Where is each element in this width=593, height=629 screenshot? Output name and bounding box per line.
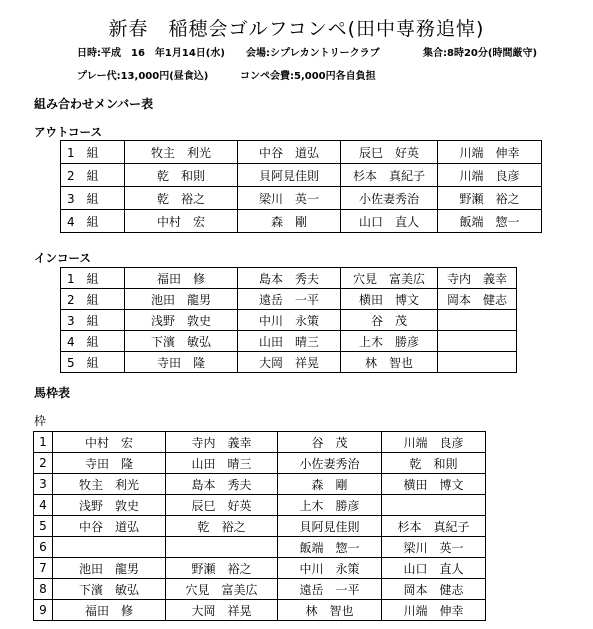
- event-venue: 会場:シプレカントリークラブ: [246, 48, 380, 59]
- table-row: [61, 352, 517, 373]
- player-cell: 中村 宏: [53, 432, 166, 453]
- player-cell: 遠岳 一平: [278, 579, 382, 600]
- player-cell: 穴見 富美広: [166, 579, 278, 600]
- player-cell: [166, 537, 278, 558]
- player-cell: 寺内 義幸: [166, 432, 278, 453]
- player-cell: 野瀬 裕之: [166, 558, 278, 579]
- table-row: [34, 453, 486, 474]
- player-cell: 乾 和則: [382, 453, 486, 474]
- horse-frame-heading: 馬枠表: [34, 386, 71, 400]
- group-cell: 1 組: [61, 268, 125, 289]
- player-cell: [53, 537, 166, 558]
- player-cell: 穴見 富美広: [341, 268, 438, 289]
- player-cell: 中川 永策: [278, 558, 382, 579]
- player-cell: 上木 勝彦: [341, 331, 438, 352]
- group-cell: 5 組: [61, 352, 125, 373]
- table-row: [34, 516, 486, 537]
- player-cell: 乾 裕之: [166, 516, 278, 537]
- table-row: [34, 474, 486, 495]
- compe-fee: コンペ会費:5,000円各自負担: [240, 71, 376, 82]
- player-cell: 寺田 隆: [125, 352, 238, 373]
- player-cell: 小佐妻秀治: [341, 187, 438, 210]
- player-cell: [382, 495, 486, 516]
- player-cell: 遠岳 一平: [238, 289, 341, 310]
- player-cell: 山口 直人: [341, 210, 438, 233]
- player-cell: 下濱 敏弘: [53, 579, 166, 600]
- table-row: [34, 537, 486, 558]
- player-cell: 辰巳 好英: [166, 495, 278, 516]
- player-cell: 山田 晴三: [238, 331, 341, 352]
- player-cell: 大岡 祥晃: [166, 600, 278, 621]
- table-row: [61, 164, 542, 187]
- frame-number-cell: 8: [34, 579, 53, 600]
- player-cell: 横田 博文: [341, 289, 438, 310]
- player-cell: 牧主 利光: [53, 474, 166, 495]
- player-cell: 浅野 敦史: [53, 495, 166, 516]
- player-cell: 乾 和則: [125, 164, 238, 187]
- out-course-table: [60, 140, 542, 233]
- table-row: [34, 600, 486, 621]
- frame-number-cell: 4: [34, 495, 53, 516]
- player-cell: 林 智也: [341, 352, 438, 373]
- table-row: [34, 432, 486, 453]
- event-date: 日時:平成 16 年1月14日(水): [77, 48, 225, 59]
- meeting-time: 集合:8時20分(時間厳守): [423, 48, 538, 59]
- frame-number-cell: 2: [34, 453, 53, 474]
- out-course-label: アウトコース: [34, 125, 102, 139]
- player-cell: 杉本 真紀子: [382, 516, 486, 537]
- table-row: [34, 579, 486, 600]
- player-cell: 大岡 祥晃: [238, 352, 341, 373]
- frame-number-cell: 5: [34, 516, 53, 537]
- player-cell: 浅野 敦史: [125, 310, 238, 331]
- player-cell: 岡本 健志: [382, 579, 486, 600]
- table-row: [61, 210, 542, 233]
- player-cell: 川端 伸幸: [438, 141, 542, 164]
- group-cell: 2 組: [61, 164, 125, 187]
- player-cell: 寺田 隆: [53, 453, 166, 474]
- group-cell: 2 組: [61, 289, 125, 310]
- table-row: [61, 310, 517, 331]
- frame-number-cell: 7: [34, 558, 53, 579]
- table-row: [61, 331, 517, 352]
- player-cell: [438, 352, 517, 373]
- player-cell: 下濱 敏弘: [125, 331, 238, 352]
- player-cell: 山口 直人: [382, 558, 486, 579]
- player-cell: 辰巳 好英: [341, 141, 438, 164]
- player-cell: 中谷 道弘: [53, 516, 166, 537]
- table-row: [61, 268, 517, 289]
- player-cell: 野瀬 裕之: [438, 187, 542, 210]
- player-cell: 森 剛: [278, 474, 382, 495]
- player-cell: 飯端 惣一: [278, 537, 382, 558]
- player-cell: 岡本 健志: [438, 289, 517, 310]
- player-cell: 中村 宏: [125, 210, 238, 233]
- table-row: [61, 187, 542, 210]
- in-course-table: [60, 267, 517, 373]
- player-cell: [438, 331, 517, 352]
- in-course-label: インコース: [34, 251, 91, 265]
- player-cell: 池田 龍男: [53, 558, 166, 579]
- player-cell: 川端 良彦: [382, 432, 486, 453]
- table-row: [61, 141, 542, 164]
- player-cell: 上木 勝彦: [278, 495, 382, 516]
- player-cell: 山田 晴三: [166, 453, 278, 474]
- player-cell: 中川 永策: [238, 310, 341, 331]
- player-cell: 川端 伸幸: [382, 600, 486, 621]
- table-row: [61, 289, 517, 310]
- player-cell: 島本 秀夫: [238, 268, 341, 289]
- player-cell: 小佐妻秀治: [278, 453, 382, 474]
- group-cell: 4 組: [61, 331, 125, 352]
- player-cell: 梁川 英一: [238, 187, 341, 210]
- player-cell: 中谷 道弘: [238, 141, 341, 164]
- group-cell: 3 組: [61, 310, 125, 331]
- player-cell: 横田 博文: [382, 474, 486, 495]
- player-cell: 貝阿見佳則: [278, 516, 382, 537]
- play-fee: プレー代:13,000円(昼食込): [77, 71, 209, 82]
- frame-number-cell: 1: [34, 432, 53, 453]
- player-cell: 杉本 真紀子: [341, 164, 438, 187]
- group-cell: 3 組: [61, 187, 125, 210]
- player-cell: 乾 裕之: [125, 187, 238, 210]
- player-cell: 森 剛: [238, 210, 341, 233]
- table-row: [34, 558, 486, 579]
- frame-number-cell: 6: [34, 537, 53, 558]
- group-cell: 1 組: [61, 141, 125, 164]
- player-cell: 福田 修: [125, 268, 238, 289]
- player-cell: 寺内 義幸: [438, 268, 517, 289]
- page-title: 新春 稲穂会ゴルフコンペ(田中専務追悼): [108, 18, 485, 40]
- player-cell: 谷 茂: [278, 432, 382, 453]
- horse-frame-table: [33, 431, 486, 621]
- player-cell: 林 智也: [278, 600, 382, 621]
- player-cell: 谷 茂: [341, 310, 438, 331]
- waku-label: 枠: [34, 414, 47, 428]
- frame-number-cell: 3: [34, 474, 53, 495]
- player-cell: 池田 龍男: [125, 289, 238, 310]
- player-cell: 牧主 利光: [125, 141, 238, 164]
- player-cell: 島本 秀夫: [166, 474, 278, 495]
- player-cell: 福田 修: [53, 600, 166, 621]
- player-cell: 梁川 英一: [382, 537, 486, 558]
- player-cell: 貝阿見佳則: [238, 164, 341, 187]
- pairings-heading: 組み合わせメンバー表: [34, 97, 154, 111]
- player-cell: 飯端 惣一: [438, 210, 542, 233]
- player-cell: 川端 良彦: [438, 164, 542, 187]
- player-cell: [438, 310, 517, 331]
- table-row: [34, 495, 486, 516]
- frame-number-cell: 9: [34, 600, 53, 621]
- group-cell: 4 組: [61, 210, 125, 233]
